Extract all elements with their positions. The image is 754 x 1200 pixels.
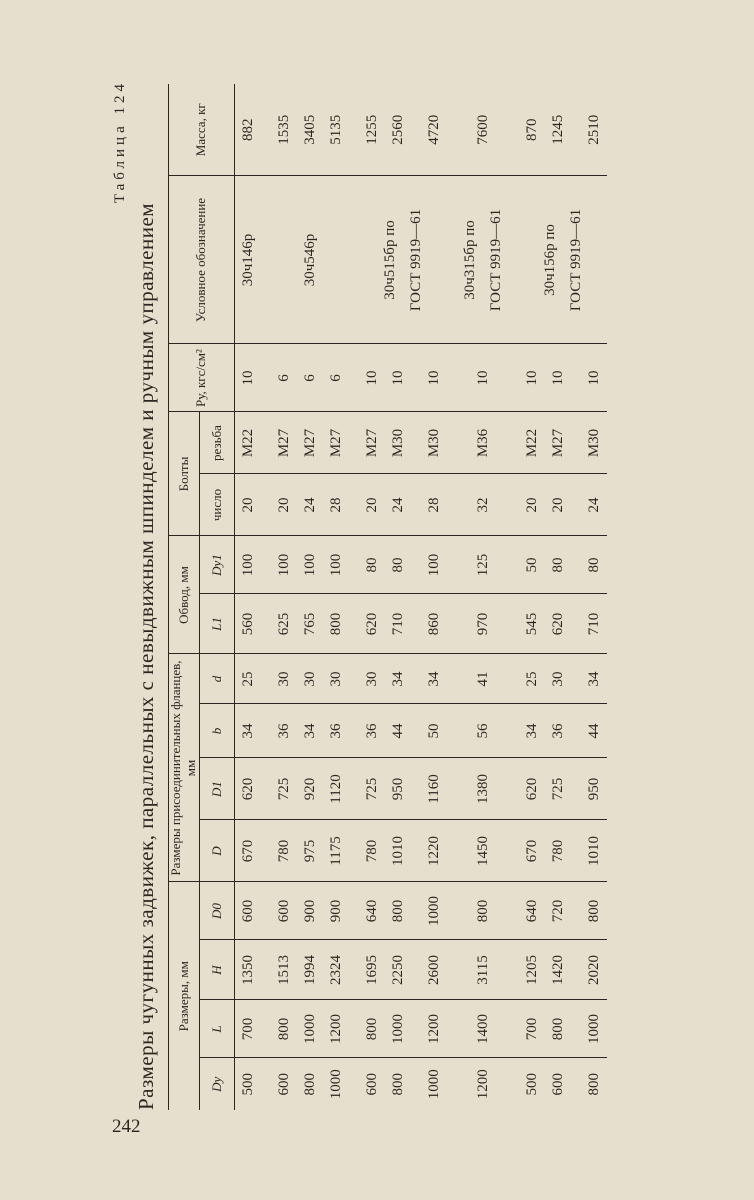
cell-D0: 900 (297, 882, 323, 940)
cell-bolt-count: 28 (421, 474, 447, 536)
header-group-bolts: Болты (169, 412, 200, 536)
cell-bolt-thread: М30 (385, 412, 411, 474)
cell-mass: 5135 (323, 84, 349, 176)
cell-b: 36 (545, 704, 571, 758)
header-mass: Масса, кг (169, 84, 235, 176)
cell-D1: 725 (271, 758, 297, 820)
cell-pressure: 10 (457, 344, 509, 412)
table-row (519, 84, 545, 1110)
group-gap (447, 84, 457, 1110)
cell-L1: 710 (581, 594, 607, 654)
header-D1: D1 (208, 781, 224, 797)
cell-Dy: 800 (581, 1058, 607, 1110)
cell-D: 780 (545, 820, 571, 882)
cell-pressure: 10 (581, 344, 607, 412)
cell-L1: 545 (519, 594, 545, 654)
cell-mass: 1535 (271, 84, 297, 176)
cell-mass: 1245 (545, 84, 571, 176)
cell-Dy1: 80 (359, 536, 385, 594)
cell-bolt-thread: М22 (519, 412, 545, 474)
table-row (271, 84, 297, 1110)
cell-D: 1010 (581, 820, 607, 882)
cell-H: 1695 (359, 940, 385, 1000)
cell-Dy: 1000 (323, 1058, 349, 1110)
cell-b: 34 (297, 704, 323, 758)
cell-D: 780 (271, 820, 297, 882)
cell-L1: 860 (421, 594, 447, 654)
cell-L1: 970 (457, 594, 509, 654)
header-group-flanges: Размеры присоединительных фланцев, мм (169, 654, 200, 882)
designation-text: 30ч515бр по (382, 220, 398, 300)
cell-d: 30 (297, 654, 323, 704)
cell-bolt-count: 20 (545, 474, 571, 536)
cell-bolt-thread: М27 (297, 412, 323, 474)
cell-Dy: 500 (235, 1058, 262, 1110)
cell-L: 800 (545, 1000, 571, 1058)
cell-b: 36 (359, 704, 385, 758)
cell-Dy1: 100 (271, 536, 297, 594)
cell-Dy1: 50 (519, 536, 545, 594)
cell-L1: 625 (271, 594, 297, 654)
cell-L1: 560 (235, 594, 262, 654)
cell-designation (457, 176, 509, 344)
header-bolt-thread: резьба (200, 412, 235, 474)
header-d: d (208, 675, 224, 683)
cell-bolt-thread: М30 (581, 412, 607, 474)
group-gap (261, 84, 271, 1110)
cell-bolt-count: 20 (271, 474, 297, 536)
cell-mass: 3405 (297, 84, 323, 176)
cell-pressure: 10 (519, 344, 545, 412)
cell-D0: 600 (271, 882, 297, 940)
cell-Dy: 600 (545, 1058, 571, 1110)
header-designation: Условное обозначение (169, 176, 235, 344)
cell-Dy: 800 (385, 1058, 411, 1110)
cell-D: 670 (519, 820, 545, 882)
cell-b: 36 (271, 704, 297, 758)
cell-bolt-count: 24 (297, 474, 323, 536)
cell-d: 30 (323, 654, 349, 704)
cell-Dy1: 100 (297, 536, 323, 594)
cell-L: 1200 (323, 1000, 349, 1058)
caption-row (110, 70, 168, 1110)
cell-bolt-thread: М36 (457, 412, 509, 474)
table-row (235, 84, 262, 1110)
cell-b: 56 (457, 704, 509, 758)
table-title: Размеры чугунных задвижек, параллельных с невыдвижным шпинделем и ручным управлением (134, 202, 158, 1110)
cell-L: 800 (271, 1000, 297, 1058)
group-gap (349, 84, 359, 1110)
cell-mass: 7600 (457, 84, 509, 176)
cell-D1: 620 (519, 758, 545, 820)
cell-pressure: 6 (271, 344, 297, 412)
cell-b: 34 (235, 704, 262, 758)
cell-b: 44 (385, 704, 411, 758)
designation-standard: ГОСТ 9919—61 (568, 208, 584, 312)
cell-bolt-thread: М27 (271, 412, 297, 474)
cell-Dy: 1000 (421, 1058, 447, 1110)
cell-L: 1000 (385, 1000, 411, 1058)
cell-d: 30 (359, 654, 385, 704)
valve-dimensions-table (168, 84, 607, 1110)
cell-b: 34 (519, 704, 545, 758)
cell-mass: 2560 (385, 84, 411, 176)
cell-d: 34 (385, 654, 411, 704)
cell-D0: 800 (457, 882, 509, 940)
cell-H: 1420 (545, 940, 571, 1000)
header-bolt-count: число (200, 474, 235, 536)
cell-pressure: 10 (359, 344, 385, 412)
cell-L: 700 (519, 1000, 545, 1058)
cell-bolt-count: 20 (519, 474, 545, 536)
cell-mass: 1255 (359, 84, 385, 176)
header-pressure: Pу, кгс/см² (169, 344, 235, 412)
cell-bolt-count: 20 (235, 474, 262, 536)
cell-bolt-thread: М27 (545, 412, 571, 474)
header-H: H (208, 965, 224, 975)
cell-Dy: 600 (271, 1058, 297, 1110)
cell-pressure: 10 (235, 344, 262, 412)
cell-mass: 870 (519, 84, 545, 176)
cell-D: 1220 (421, 820, 447, 882)
cell-b: 50 (421, 704, 447, 758)
cell-H: 2020 (581, 940, 607, 1000)
cell-designation (235, 176, 262, 344)
cell-D0: 1000 (421, 882, 447, 940)
cell-H: 1513 (271, 940, 297, 1000)
table-label: Таблица 124 (112, 80, 128, 204)
cell-D: 1450 (457, 820, 509, 882)
cell-designation (271, 176, 349, 344)
cell-D0: 800 (581, 882, 607, 940)
header-Dy1: Dу1 (208, 554, 224, 576)
cell-L1: 800 (323, 594, 349, 654)
cell-D0: 720 (545, 882, 571, 940)
cell-pressure: 10 (385, 344, 411, 412)
page-number: 242 (112, 1116, 141, 1137)
cell-D0: 800 (385, 882, 411, 940)
designation-text: 30ч315бр по (462, 220, 478, 300)
cell-pressure: 10 (421, 344, 447, 412)
cell-L: 1000 (297, 1000, 323, 1058)
cell-D1: 1380 (457, 758, 509, 820)
cell-bolt-thread: М22 (235, 412, 262, 474)
cell-mass: 4720 (421, 84, 447, 176)
cell-D1: 950 (581, 758, 607, 820)
cell-D1: 950 (385, 758, 411, 820)
cell-L1: 620 (545, 594, 571, 654)
header-L1: L1 (208, 617, 224, 631)
cell-D1: 1160 (421, 758, 447, 820)
cell-pressure: 10 (545, 344, 571, 412)
cell-pressure: 6 (323, 344, 349, 412)
cell-D0: 600 (235, 882, 262, 940)
cell-Dy1: 100 (421, 536, 447, 594)
cell-pressure: 6 (297, 344, 323, 412)
table-row (359, 84, 385, 1110)
designation-standard: ГОСТ 9919—61 (408, 208, 424, 312)
cell-D: 1010 (385, 820, 411, 882)
header-Dy: Dу (208, 1076, 224, 1092)
cell-Dy1: 80 (581, 536, 607, 594)
cell-bolt-count: 24 (581, 474, 607, 536)
cell-bolt-count: 20 (359, 474, 385, 536)
header-group-bypass: Обвод, мм (169, 536, 200, 654)
header-D0: D0 (208, 903, 224, 919)
cell-H: 1994 (297, 940, 323, 1000)
cell-L: 1200 (421, 1000, 447, 1058)
cell-L: 1000 (581, 1000, 607, 1058)
cell-L: 1400 (457, 1000, 509, 1058)
cell-bolt-count: 32 (457, 474, 509, 536)
rotated-page-content (110, 70, 730, 1110)
cell-bolt-count: 24 (385, 474, 411, 536)
cell-D1: 725 (545, 758, 571, 820)
cell-b: 44 (581, 704, 607, 758)
cell-Dy: 600 (359, 1058, 385, 1110)
cell-H: 2324 (323, 940, 349, 1000)
cell-D0: 640 (519, 882, 545, 940)
cell-mass: 2510 (581, 84, 607, 176)
cell-d: 25 (519, 654, 545, 704)
cell-D1: 920 (297, 758, 323, 820)
cell-Dy1: 100 (235, 536, 262, 594)
cell-mass: 882 (235, 84, 262, 176)
cell-designation (519, 176, 607, 344)
cell-bolt-thread: М27 (359, 412, 385, 474)
designation-text: 30ч546р (302, 233, 318, 287)
cell-H: 2250 (385, 940, 411, 1000)
cell-d: 30 (545, 654, 571, 704)
cell-L: 700 (235, 1000, 262, 1058)
cell-H: 3115 (457, 940, 509, 1000)
cell-Dy1: 100 (323, 536, 349, 594)
header-L: L (208, 1025, 224, 1033)
cell-b: 36 (323, 704, 349, 758)
cell-L1: 620 (359, 594, 385, 654)
group-gap (509, 84, 519, 1110)
cell-D: 975 (297, 820, 323, 882)
cell-D0: 900 (323, 882, 349, 940)
designation-text: 30ч146р (240, 233, 256, 287)
cell-H: 1350 (235, 940, 262, 1000)
cell-D0: 640 (359, 882, 385, 940)
cell-Dy1: 80 (385, 536, 411, 594)
cell-bolt-thread: М30 (421, 412, 447, 474)
header-D: D (208, 846, 224, 856)
cell-Dy: 800 (297, 1058, 323, 1110)
cell-D1: 620 (235, 758, 262, 820)
cell-Dy1: 80 (545, 536, 571, 594)
cell-D1: 725 (359, 758, 385, 820)
cell-d: 25 (235, 654, 262, 704)
cell-d: 41 (457, 654, 509, 704)
cell-bolt-thread: М27 (323, 412, 349, 474)
cell-H: 2600 (421, 940, 447, 1000)
cell-D: 1175 (323, 820, 349, 882)
cell-H: 1205 (519, 940, 545, 1000)
cell-Dy1: 125 (457, 536, 509, 594)
designation-standard: ГОСТ 9919—61 (488, 208, 504, 312)
cell-bolt-count: 28 (323, 474, 349, 536)
header-group-sizes: Размеры, мм (169, 882, 200, 1110)
table-row (457, 84, 509, 1110)
header-b: b (208, 727, 224, 735)
cell-d: 30 (271, 654, 297, 704)
cell-L1: 710 (385, 594, 411, 654)
cell-D1: 1120 (323, 758, 349, 820)
cell-d: 34 (421, 654, 447, 704)
cell-Dy: 1200 (457, 1058, 509, 1110)
cell-d: 34 (581, 654, 607, 704)
cell-D: 670 (235, 820, 262, 882)
cell-Dy: 500 (519, 1058, 545, 1110)
designation-text: 30ч156р по (542, 224, 558, 296)
cell-designation (359, 176, 447, 344)
cell-D: 780 (359, 820, 385, 882)
cell-L: 800 (359, 1000, 385, 1058)
cell-L1: 765 (297, 594, 323, 654)
